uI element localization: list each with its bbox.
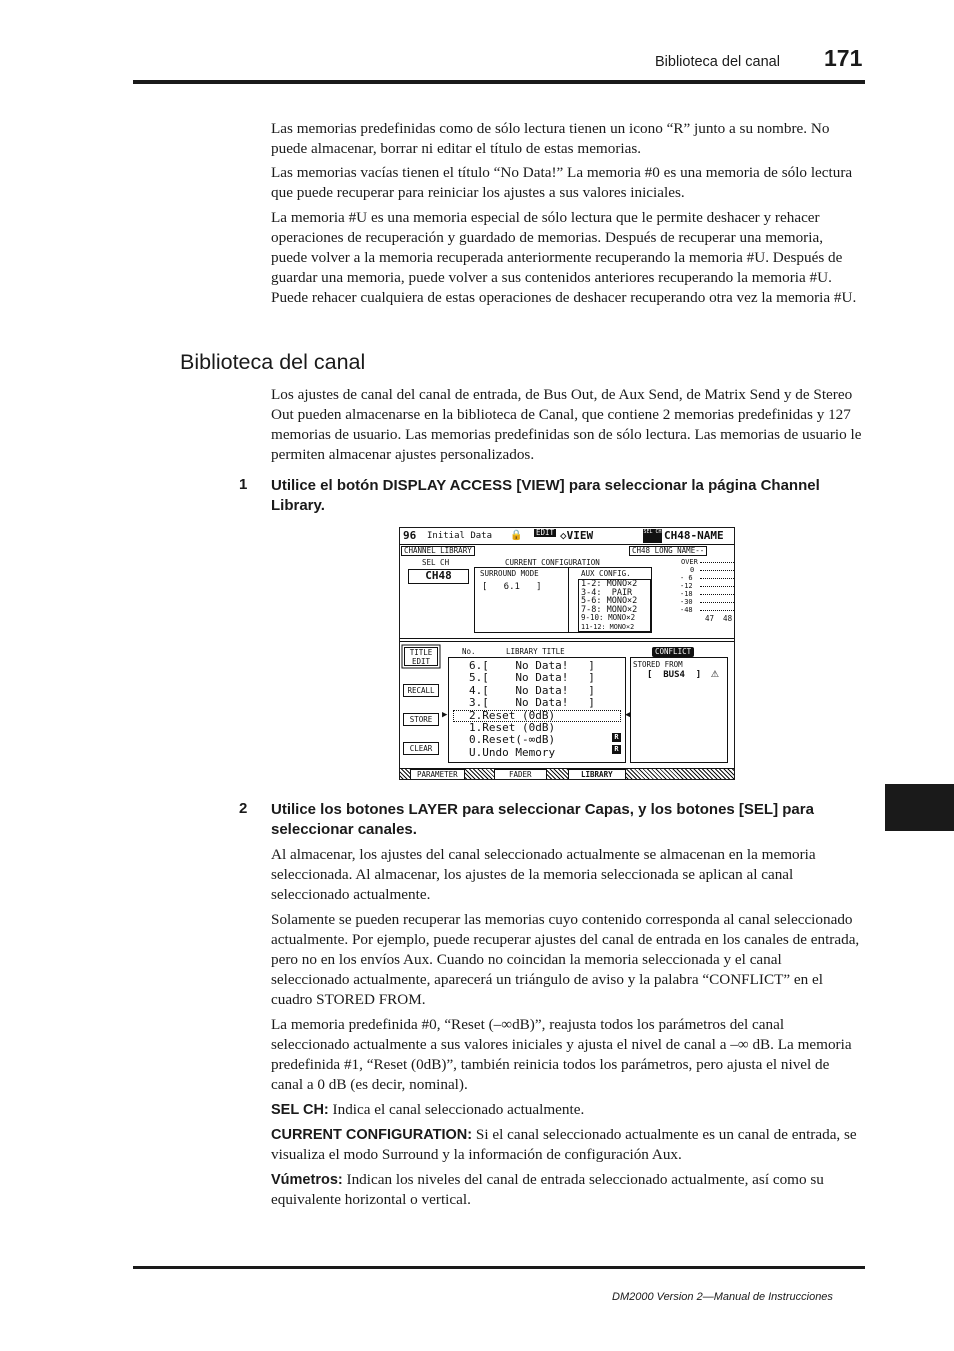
definition-desc: Si el canal seleccionado actualmente es un canal de entrada, se visualiza el modo Surround y la información de configuración Aux.	[271, 1126, 857, 1163]
list-item[interactable]: 3.[ No Data! ]	[469, 696, 595, 710]
list-item[interactable]: 4.[ No Data! ]	[469, 683, 595, 697]
aux-row-6: 11-12: MONO×2	[581, 623, 635, 631]
read-only-icon: R	[612, 736, 621, 755]
aux-config-label: AUX CONFIG.	[581, 569, 631, 578]
stored-from-label: STORED FROM	[633, 660, 683, 669]
step2-paragraph-3: La memoria predefinida #0, “Reset (–∞dB)”, reajusta todos los parámetros del canal seleccionado actualmente a sus valores iniciales y ajusta el nivel de canal a –∞ dB. La memoria predefinida #1, “Reset (0dB)”, también reinicia todos los parámetros, pero ajusta el nivel de canal a 0 dB (es decir, nominal).	[271, 1016, 852, 1093]
surround-mode-value: [ 6.1 ]	[482, 582, 542, 592]
sel-ch-badge: SEL CH	[643, 529, 662, 543]
sel-ch-value: CH48	[408, 569, 469, 584]
step-2-number: 2	[239, 800, 248, 817]
meter-segment	[700, 610, 734, 611]
aux-row-1: 1-2: MONO×2	[581, 579, 638, 589]
section-divider	[400, 641, 734, 642]
list-no-label: No.	[462, 647, 476, 656]
top-bar-divider	[400, 544, 734, 545]
list-pointer-right-icon: ◀	[625, 710, 631, 720]
list-item[interactable]: 1.Reset (0dB)	[469, 721, 556, 734]
read-only-icon: R	[612, 724, 621, 743]
meter-segment	[700, 578, 734, 579]
view-label: ◇VIEW	[560, 529, 594, 542]
meter-label-48: -48	[680, 606, 693, 614]
warning-icon: ⚠	[711, 666, 719, 681]
footer-rule	[133, 1266, 865, 1269]
aux-row-2: 3-4: PAIR	[581, 587, 633, 598]
intro-paragraph-1: Las memorias predefinidas como de sólo lectura tienen un icono “R” junto a su nombre. No puede almacenar, borrar ni editar el título de estas memorias.	[271, 120, 830, 157]
library-label: CHANNEL LIBRARY	[401, 546, 475, 556]
meter-label-over: OVER	[681, 558, 698, 566]
step2-paragraph-2: Solamente se pueden recuperar las memorias cuyo contenido corresponda al canal seleccionado actualmente. Por ejemplo, puede recuperar ajustes del canal de entrada en los canales de entrada, pero no en los envíos Aux. Cuando no coincidan la memoria seleccionada y el canal seleccionado actualmente, aparecerá un triángulo de aviso y la palabra “CONFLICT” en el cuadro STORED FROM.	[271, 911, 860, 1008]
edit-badge: EDIT	[536, 528, 555, 537]
tab-fader[interactable]: FADER	[494, 769, 547, 780]
definition-desc: Indican los niveles del canal de entrada seleccionado actualmente, así como su equivalente horizontal o vertical.	[271, 1171, 824, 1208]
step-1-number: 1	[239, 476, 248, 493]
list-pointer-left-icon: ▶	[442, 710, 448, 720]
section-title: Biblioteca del canal	[180, 350, 366, 374]
definition-sel-ch	[271, 1100, 863, 1120]
running-head: Biblioteca del canal	[655, 54, 780, 70]
definition-term: CURRENT CONFIGURATION:	[271, 1127, 473, 1143]
lock-icon: 🔒	[510, 530, 523, 541]
footer-text: DM2000 Version 2—Manual de Instrucciones	[612, 1291, 833, 1303]
tab-library[interactable]: LIBRARY	[568, 769, 626, 780]
aux-row-4: 7-8: MONO×2	[581, 604, 638, 615]
list-item[interactable]: 6.[ No Data! ]	[469, 659, 595, 672]
title-edit-button[interactable]: TITLE EDIT	[404, 647, 438, 666]
config-divider	[568, 567, 569, 633]
page-number: 171	[824, 45, 863, 71]
definition-term: Vúmetros:	[271, 1172, 343, 1188]
meter-segment	[700, 586, 734, 587]
meter-label-0: 0	[690, 566, 695, 574]
channel-name: CH48-NAME	[664, 529, 724, 542]
meter-segment	[700, 570, 734, 571]
channel-library-screen	[399, 527, 735, 780]
tab-parameter[interactable]: PARAMETER	[410, 769, 465, 780]
header-rule	[133, 80, 865, 84]
list-item-selected[interactable]: 2.Reset (0dB)	[469, 708, 556, 722]
meter-segment	[700, 562, 734, 563]
step2-paragraph-1: Al almacenar, los ajustes del canal seleccionado actualmente se almacenan en la memoria seleccionada. Al almacenar, los ajustes de la memoria seleccionada se aplican al canal seleccionado actualmente.	[271, 846, 816, 903]
meter-channels: 47 48	[705, 614, 733, 623]
sel-ch-label: SEL CH	[422, 558, 450, 567]
meter-label-30: -30	[680, 598, 693, 606]
intro-paragraph-3: La memoria #U es una memoria especial de sólo lectura que le permite deshacer y rehacer operaciones de recuperación y guardado de memorias. Después de recuperar una memoria, puede volver a la memoria recuperada anteriormente recuperando la memoria #U. Después de guardar una memoria, puede volver a sus contenidos anteriores recuperando la memoria #U. Puede rehacer cualquiera de estas operaciones de deshacer recuperando otra vez la memoria #U.	[271, 209, 857, 306]
intro-paragraph-2: Las memorias vacías tienen el título “No Data!” La memoria #0 es una memoria de sólo lectura que puede recuperar para reiniciar los ajustes a sus valores iniciales.	[271, 164, 853, 201]
clear-button[interactable]: CLEAR	[403, 742, 439, 755]
scene-number: 96	[403, 529, 417, 542]
list-item[interactable]: 5.[ No Data! ]	[469, 671, 595, 685]
meter-segment	[700, 594, 734, 595]
step-1-text: Utilice el botón DISPLAY ACCESS [VIEW] para seleccionar la página Channel Library.	[271, 477, 820, 514]
store-button[interactable]: STORE	[403, 713, 439, 726]
scene-name: Initial Data	[427, 531, 493, 541]
conflict-badge: CONFLICT	[652, 647, 694, 657]
chapter-thumb-tab	[885, 784, 954, 831]
aux-row-5: 9-10: MONO×2	[581, 613, 636, 623]
aux-row-3: 5-6: MONO×2	[581, 596, 638, 607]
stored-from-value: [ BUS4 ]	[647, 670, 702, 680]
current-config-label: CURRENT CONFIGURATION	[505, 558, 600, 567]
list-item[interactable]: U.Undo Memory	[469, 745, 556, 759]
step-2-text: Utilice los botones LAYER para seleccionar Capas, y los botones [SEL] para seleccionar canales.	[271, 801, 814, 838]
definition-current-config	[271, 1125, 863, 1165]
recall-button[interactable]: RECALL	[403, 684, 439, 697]
surround-mode-label: SURROUND MODE	[480, 569, 539, 578]
meter-segment	[700, 602, 734, 603]
list-title-label: LIBRARY TITLE	[506, 647, 565, 656]
meter-label-12: -12	[680, 582, 693, 590]
definition-term: SEL CH:	[271, 1102, 329, 1118]
meter-label-18: -18	[680, 590, 693, 598]
long-name: CH48 LONG NAME--	[629, 546, 707, 556]
definition-desc: Indica el canal seleccionado actualmente.	[332, 1101, 585, 1118]
list-item[interactable]: 0.Reset(-∞dB)	[469, 733, 556, 747]
section-intro: Los ajustes de canal del canal de entrada, de Bus Out, de Aux Send, de Matrix Send y de Stereo Out pueden almacenarse en la biblioteca de Canal, que contiene 2 memorias predefinidas y 127 memorias de usuario. Las memorias predefinidas son de sólo lectura. Las memorias de usuario le permiten almacenar ajustes personalizados.	[271, 386, 862, 463]
section-divider	[400, 638, 734, 639]
definition-meters	[271, 1170, 863, 1210]
meter-label-6: - 6	[680, 574, 693, 582]
